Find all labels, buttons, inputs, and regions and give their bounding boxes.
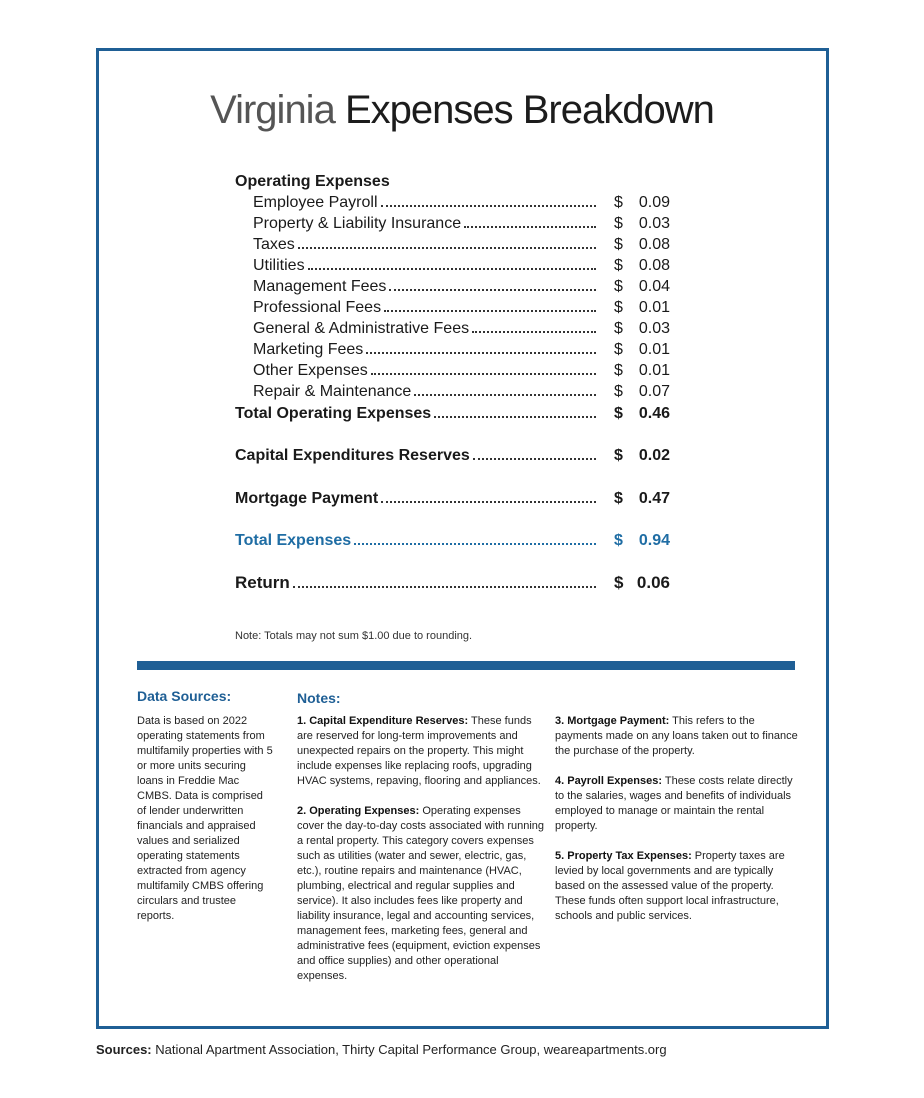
sources-label: Sources: <box>96 1042 152 1057</box>
expense-label: Employee Payroll <box>253 194 378 211</box>
total-operating-amount: 0.46 <box>638 405 670 422</box>
currency-sign: $ <box>614 405 623 422</box>
leader-dots <box>308 268 596 270</box>
return-row <box>235 572 670 593</box>
leader-dots <box>434 416 596 418</box>
leader-dots <box>381 501 596 503</box>
expense-row <box>235 317 670 338</box>
currency-sign: $ <box>614 341 623 358</box>
expense-amount: 0.08 <box>638 257 670 274</box>
currency-sign: $ <box>614 573 624 592</box>
rounding-note: Note: Totals may not sum $1.00 due to rounding. <box>235 630 473 642</box>
total-expenses-row <box>235 529 670 550</box>
leader-dots <box>381 205 597 207</box>
data-sources-text: Data is based on 2022 operating statements from multifamily properties with 5 or more units securing loans in Freddie Mac CMBS. Data is comprised of lender underwritten financials and appraised values and serialized operating statements extracted from agency multifamily CMBS offering circulars and trustee reports. <box>137 715 273 922</box>
note-title: 5. Property Tax Expenses: <box>555 850 692 862</box>
expense-row <box>235 338 670 359</box>
expense-label: Professional Fees <box>253 299 382 316</box>
expense-label: Taxes <box>253 236 295 253</box>
sources-footer <box>96 1042 667 1057</box>
expense-amount: 0.04 <box>638 278 670 295</box>
expense-amount: 0.03 <box>638 215 670 232</box>
expense-amount: 0.03 <box>638 320 670 337</box>
sources-text: National Apartment Association, Thirty Capital Performance Group, weareapartments.org <box>151 1042 667 1057</box>
title-rest: Expenses Breakdown <box>344 88 714 132</box>
currency-sign: $ <box>614 215 623 232</box>
capex-row <box>235 444 670 465</box>
leader-dots <box>389 289 596 291</box>
currency-sign: $ <box>614 383 623 400</box>
expense-row <box>235 296 670 317</box>
expense-label: Repair & Maintenance <box>253 383 412 400</box>
expense-row <box>235 275 670 296</box>
mortgage-label: Mortgage Payment <box>235 490 379 507</box>
note-item <box>555 714 801 759</box>
currency-sign: $ <box>614 278 623 295</box>
note-title: 3. Mortgage Payment: <box>555 715 670 727</box>
note-text: Property taxes are levied by local governments and are typically based on the assessed value of the property. These funds often support local infrastructure, schools and public services. <box>555 850 785 922</box>
note-item <box>555 774 801 834</box>
note-text: These funds are reserved for long-term improvements and unexpected repairs on the property. This might include expenses like replacing roofs, upgrading HVAC systems, repaving, flooring and appliances. <box>297 715 541 787</box>
leader-dots <box>464 226 596 228</box>
notes-column-right <box>555 714 801 939</box>
currency-sign: $ <box>614 194 623 211</box>
section-divider <box>137 661 795 670</box>
note-text: This refers to the payments made on any loans taken out to finance the purchase of the property. <box>555 715 798 757</box>
expense-row <box>235 254 670 275</box>
leader-dots <box>366 352 596 354</box>
note-text: These costs relate directly to the salaries, wages and benefits of individuals employed to manage or maintain the rental property. <box>555 775 793 832</box>
expense-row <box>235 359 670 380</box>
leader-dots <box>298 247 596 249</box>
title-region: Virginia <box>210 88 335 132</box>
leader-dots <box>371 373 596 375</box>
leader-dots <box>384 310 596 312</box>
expense-amount: 0.01 <box>638 299 670 316</box>
currency-sign: $ <box>614 362 623 379</box>
expense-row <box>235 233 670 254</box>
currency-sign: $ <box>614 320 623 337</box>
leader-dots <box>354 543 596 545</box>
notes-column-left <box>297 714 545 999</box>
expense-row <box>235 380 670 401</box>
note-text: Operating expenses cover the day-to-day costs associated with running a rental property. This category covers expenses such as utilities (water and sewer, electric, gas, etc.), routine repairs and maintenance (HVAC, plumbing, electrical and regular supplies and service). It also includes fees like property and liability insurance, legal and accounting services, management fees, marketing fees, general and administrative fees (equipment, eviction expenses and office supplies) and other operational expenses. <box>297 805 545 982</box>
total-expenses-amount: 0.94 <box>638 532 670 549</box>
expense-amount: 0.09 <box>638 194 670 211</box>
operating-heading-label: Operating Expenses <box>235 173 390 190</box>
capex-amount: 0.02 <box>638 447 670 464</box>
return-amount: 0.06 <box>636 573 670 592</box>
currency-sign: $ <box>614 532 623 549</box>
leader-dots <box>414 394 596 396</box>
return-label: Return <box>235 573 290 592</box>
expense-amount: 0.08 <box>638 236 670 253</box>
currency-sign: $ <box>614 236 623 253</box>
note-title: 1. Capital Expenditure Reserves: <box>297 715 469 727</box>
expense-row <box>235 212 670 233</box>
mortgage-amount: 0.47 <box>638 490 670 507</box>
expense-label: General & Administrative Fees <box>253 320 470 337</box>
total-operating-row <box>235 402 670 423</box>
leader-dots <box>473 458 596 460</box>
total-expenses-label: Total Expenses <box>235 532 352 549</box>
expense-amount: 0.01 <box>638 341 670 358</box>
note-title: 4. Payroll Expenses: <box>555 775 662 787</box>
currency-sign: $ <box>614 257 623 274</box>
operating-heading <box>235 170 670 191</box>
expense-label: Property & Liability Insurance <box>253 215 462 232</box>
mortgage-row <box>235 487 670 508</box>
expense-label: Utilities <box>253 257 305 274</box>
leader-dots <box>293 586 596 588</box>
data-sources-heading: Data Sources: <box>137 688 232 704</box>
currency-sign: $ <box>614 447 623 464</box>
expense-label: Other Expenses <box>253 362 368 379</box>
notes-heading: Notes: <box>297 690 341 706</box>
currency-sign: $ <box>614 490 623 507</box>
capex-label: Capital Expenditures Reserves <box>235 447 470 464</box>
expense-label: Management Fees <box>253 278 387 295</box>
expense-amount: 0.07 <box>638 383 670 400</box>
currency-sign: $ <box>614 299 623 316</box>
note-item <box>555 849 801 924</box>
note-title: 2. Operating Expenses: <box>297 805 420 817</box>
expense-amount: 0.01 <box>638 362 670 379</box>
expense-row <box>235 191 670 212</box>
total-operating-label: Total Operating Expenses <box>235 405 432 422</box>
page-title <box>0 88 924 133</box>
note-item <box>297 804 545 984</box>
leader-dots <box>472 331 596 333</box>
expense-label: Marketing Fees <box>253 341 364 358</box>
note-item <box>297 714 545 789</box>
